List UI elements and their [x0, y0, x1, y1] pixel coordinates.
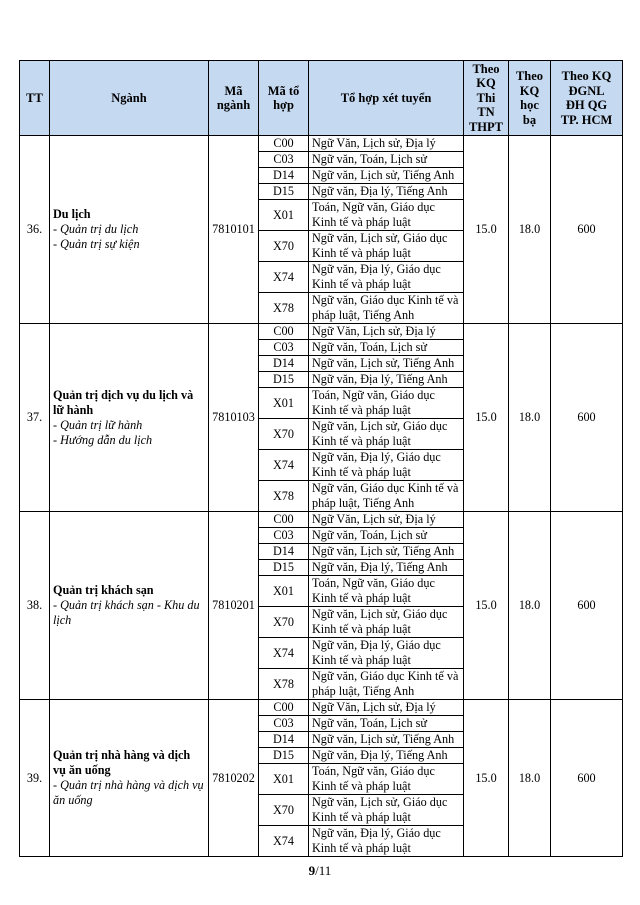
- combo-subjects: [309, 560, 464, 576]
- combo-subjects-line: Toán, Ngữ văn, Giáo dục: [312, 388, 435, 402]
- header-thpt: Theo KQ Thi TN THPT: [464, 61, 509, 136]
- major-name-line: Du lịch: [53, 207, 91, 221]
- major-code: [209, 700, 259, 857]
- combo-code: X70: [259, 607, 309, 638]
- combo-code: D15: [259, 184, 309, 200]
- combo-code: X74: [259, 450, 309, 481]
- row-number: [20, 700, 50, 857]
- combo-subjects-line: Kinh tế và pháp luật: [312, 622, 411, 636]
- combo-subjects-line: Ngữ văn, Địa lý, Giáo dục: [312, 826, 441, 840]
- combo-subjects-line: Kinh tế và pháp luật: [312, 653, 411, 667]
- major-code: [209, 324, 259, 512]
- combo-subjects: [309, 388, 464, 419]
- combo-subjects-line: Ngữ văn, Địa lý, Tiếng Anh: [312, 748, 448, 762]
- combo-subjects: [309, 152, 464, 168]
- page-number: 9/11: [308, 863, 332, 878]
- score-hoc-ba: [509, 700, 551, 857]
- score-thpt: [464, 512, 509, 700]
- combo-subjects: [309, 184, 464, 200]
- major-code-text: 7810201: [212, 598, 255, 612]
- header-dgnl: Theo KQ ĐGNL ĐH QG TP. HCM: [551, 61, 623, 136]
- combo-code: X78: [259, 669, 309, 700]
- combo-subjects-line: Kinh tế và pháp luật: [312, 779, 411, 793]
- table-row: [20, 136, 623, 152]
- score-thpt-text: 15.0: [475, 770, 497, 785]
- combo-code: D15: [259, 560, 309, 576]
- combo-subjects-line: Ngữ văn, Toán, Lịch sử: [312, 152, 428, 166]
- major-name: [53, 207, 205, 222]
- combo-code: D15: [259, 748, 309, 764]
- major-name-line: Quản trị dịch vụ du lịch và: [53, 387, 194, 402]
- score-thpt: [464, 324, 509, 512]
- combo-subjects: [309, 262, 464, 293]
- combo-subjects-line: Kinh tế và pháp luật: [312, 215, 411, 229]
- major-code: [209, 136, 259, 324]
- combo-code: C00: [259, 324, 309, 340]
- combo-subjects-line: Toán, Ngữ văn, Giáo dục: [312, 200, 435, 214]
- combo-subjects: [309, 700, 464, 716]
- header-hoc-ba: Theo KQ học bạ: [509, 61, 551, 136]
- combo-subjects-line: Kinh tế và pháp luật: [312, 277, 411, 291]
- combo-code: C03: [259, 716, 309, 732]
- combo-subjects: [309, 748, 464, 764]
- combo-subjects-line: Kinh tế và pháp luật: [312, 810, 411, 824]
- combo-code: X70: [259, 419, 309, 450]
- major-name-line: Quản trị khách sạn: [53, 583, 154, 597]
- combo-subjects-line: Ngữ văn, Giáo dục Kinh tế và: [312, 669, 459, 683]
- specialization: - Quản trị sự kiện: [53, 237, 140, 251]
- score-dgnl-text: 600: [577, 410, 596, 424]
- table-row: [20, 512, 623, 528]
- combo-subjects-line: Ngữ văn, Giáo dục Kinh tế và: [312, 481, 459, 495]
- combo-subjects-line: Ngữ Văn, Lịch sử, Địa lý: [312, 136, 436, 150]
- score-dgnl: [551, 700, 623, 857]
- combo-subjects-line: Ngữ văn, Lịch sử, Giáo dục: [312, 419, 448, 433]
- combo-code: D14: [259, 356, 309, 372]
- major-name-line: Quản trị nhà hàng và dịch: [53, 748, 191, 762]
- combo-subjects: [309, 764, 464, 795]
- combo-subjects: [309, 716, 464, 732]
- combo-code: X01: [259, 576, 309, 607]
- combo-code: D14: [259, 168, 309, 184]
- score-hoc-ba: [509, 512, 551, 700]
- score-thpt-text: 15.0: [475, 598, 497, 612]
- specialization: ăn uống: [53, 793, 93, 807]
- header-row: [20, 61, 623, 136]
- combo-code: X78: [259, 481, 309, 512]
- major-name-line: lữ hành: [53, 402, 94, 417]
- combo-subjects: [309, 293, 464, 324]
- row-number-text: 37.: [26, 410, 43, 424]
- row-number: [20, 136, 50, 324]
- specialization: - Quản trị khách sạn - Khu du: [53, 598, 200, 612]
- combo-subjects-line: Ngữ văn, Địa lý, Giáo dục: [312, 638, 441, 652]
- combo-subjects: [309, 324, 464, 340]
- score-dgnl-text: 600: [577, 222, 596, 236]
- major-cell: [50, 700, 209, 857]
- row-number-text: 39.: [26, 770, 43, 785]
- row-number: [20, 324, 50, 512]
- combo-subjects-line: Ngữ văn, Toán, Lịch sử: [312, 528, 428, 542]
- combo-code: D14: [259, 544, 309, 560]
- combo-subjects-line: Ngữ văn, Lịch sử, Tiếng Anh: [312, 732, 455, 746]
- combo-subjects-line: Ngữ văn, Lịch sử, Giáo dục: [312, 231, 448, 245]
- combo-subjects-line: Kinh tế và pháp luật: [312, 841, 411, 855]
- combo-subjects: [309, 340, 464, 356]
- combo-subjects-line: Ngữ văn, Địa lý, Tiếng Anh: [312, 184, 448, 198]
- combo-subjects-line: Ngữ văn, Địa lý, Tiếng Anh: [312, 372, 448, 386]
- combo-code: D15: [259, 372, 309, 388]
- combo-subjects-line: Kinh tế và pháp luật: [312, 246, 411, 260]
- score-hoc-ba-text: 18.0: [518, 770, 541, 785]
- combo-subjects: [309, 544, 464, 560]
- score-dgnl: [551, 512, 623, 700]
- combo-subjects-line: Toán, Ngữ văn, Giáo dục: [312, 576, 435, 590]
- combo-code: C00: [259, 512, 309, 528]
- combo-subjects-line: Kinh tế và pháp luật: [312, 403, 411, 417]
- combo-subjects-line: Ngữ văn, Giáo dục Kinh tế và: [312, 293, 459, 307]
- score-dgnl: [551, 324, 623, 512]
- combo-subjects: [309, 607, 464, 638]
- combo-subjects-line: pháp luật, Tiếng Anh: [312, 308, 415, 322]
- combo-code: C03: [259, 152, 309, 168]
- combo-subjects: [309, 826, 464, 857]
- combo-code: X01: [259, 388, 309, 419]
- header-nganh: Ngành: [50, 61, 209, 136]
- combo-subjects: [309, 168, 464, 184]
- row-number: [20, 512, 50, 700]
- combo-code: X74: [259, 826, 309, 857]
- combo-subjects-line: Ngữ Văn, Lịch sử, Địa lý: [312, 324, 436, 338]
- major-code-text: 7810101: [212, 222, 255, 236]
- score-thpt: [464, 136, 509, 324]
- combo-subjects-line: Ngữ văn, Địa lý, Giáo dục: [312, 262, 441, 276]
- combo-subjects: [309, 512, 464, 528]
- score-hoc-ba-text: 18.0: [518, 410, 541, 424]
- combo-subjects: [309, 356, 464, 372]
- score-dgnl-text: 600: [577, 770, 596, 785]
- combo-subjects: [309, 200, 464, 231]
- combo-subjects: [309, 638, 464, 669]
- combo-subjects: [309, 795, 464, 826]
- combo-subjects-line: Ngữ văn, Lịch sử, Tiếng Anh: [312, 356, 455, 370]
- combo-subjects-line: Ngữ Văn, Lịch sử, Địa lý: [312, 512, 436, 526]
- combo-subjects-line: Kinh tế và pháp luật: [312, 591, 411, 605]
- score-hoc-ba: [509, 324, 551, 512]
- combo-subjects: [309, 419, 464, 450]
- combo-subjects: [309, 231, 464, 262]
- specialization: - Hướng dẫn du lịch: [53, 432, 153, 447]
- major-name: [53, 583, 205, 598]
- major-name-line: vụ ăn uống: [53, 763, 111, 777]
- score-thpt: [464, 700, 509, 857]
- admission-table: [19, 60, 623, 857]
- major-code-text: 7810202: [212, 770, 255, 785]
- combo-code: X01: [259, 200, 309, 231]
- score-hoc-ba-text: 18.0: [518, 598, 541, 612]
- combo-subjects-line: Kinh tế và pháp luật: [312, 434, 411, 448]
- combo-subjects-line: Ngữ văn, Lịch sử, Giáo dục: [312, 607, 448, 621]
- combo-code: C00: [259, 136, 309, 152]
- combo-code: X70: [259, 231, 309, 262]
- row-number-text: 38.: [26, 598, 43, 612]
- combo-subjects-line: Ngữ văn, Địa lý, Giáo dục: [312, 450, 441, 464]
- combo-subjects-line: Ngữ văn, Lịch sử, Giáo dục: [312, 795, 448, 809]
- score-hoc-ba: [509, 136, 551, 324]
- combo-subjects-line: Toán, Ngữ văn, Giáo dục: [312, 764, 435, 778]
- row-number-text: 36.: [26, 222, 43, 236]
- combo-code: C03: [259, 528, 309, 544]
- combo-subjects: [309, 372, 464, 388]
- combo-code: C03: [259, 340, 309, 356]
- major-code: [209, 512, 259, 700]
- table-body: [20, 136, 623, 857]
- combo-subjects: [309, 136, 464, 152]
- combo-subjects: [309, 576, 464, 607]
- combo-subjects-line: pháp luật, Tiếng Anh: [312, 684, 415, 698]
- score-thpt-text: 15.0: [475, 410, 497, 424]
- major-cell: [50, 512, 209, 700]
- combo-subjects-line: Kinh tế và pháp luật: [312, 465, 411, 479]
- table-row: [20, 324, 623, 340]
- combo-subjects-line: Ngữ văn, Lịch sử, Tiếng Anh: [312, 168, 455, 182]
- combo-code: X74: [259, 262, 309, 293]
- major-cell: [50, 136, 209, 324]
- specialization: - Quản trị nhà hàng và dịch vụ: [53, 778, 204, 792]
- combo-subjects-line: Ngữ văn, Lịch sử, Tiếng Anh: [312, 544, 455, 558]
- combo-code: X74: [259, 638, 309, 669]
- header-tt: TT: [20, 61, 50, 136]
- header-to-hop: Tổ hợp xét tuyển: [309, 61, 464, 136]
- major-name: [53, 748, 205, 778]
- specialization: - Quản trị du lịch: [53, 222, 139, 236]
- combo-subjects-line: Ngữ văn, Toán, Lịch sử: [312, 340, 428, 354]
- score-dgnl-text: 600: [577, 598, 596, 612]
- major-code-text: 7810103: [212, 410, 255, 424]
- combo-subjects: [309, 732, 464, 748]
- header-ma-nganh: Mã ngành: [209, 61, 259, 136]
- combo-subjects-line: Ngữ văn, Toán, Lịch sử: [312, 716, 428, 730]
- score-dgnl: [551, 136, 623, 324]
- combo-subjects: [309, 528, 464, 544]
- major-name: [53, 388, 205, 418]
- combo-code: C00: [259, 700, 309, 716]
- major-cell: [50, 324, 209, 512]
- combo-code: X01: [259, 764, 309, 795]
- combo-code: X78: [259, 293, 309, 324]
- header-ma-to-hop: Mã tổ hợp: [259, 61, 309, 136]
- combo-subjects: [309, 481, 464, 512]
- score-thpt-text: 15.0: [475, 222, 497, 236]
- combo-subjects: [309, 669, 464, 700]
- combo-code: X70: [259, 795, 309, 826]
- combo-code: D14: [259, 732, 309, 748]
- specialization: lịch: [53, 613, 72, 627]
- score-hoc-ba-text: 18.0: [518, 222, 541, 236]
- combo-subjects-line: Ngữ Văn, Lịch sử, Địa lý: [312, 700, 436, 714]
- combo-subjects-line: Ngữ văn, Địa lý, Tiếng Anh: [312, 560, 448, 574]
- combo-subjects: [309, 450, 464, 481]
- table-row: [20, 700, 623, 716]
- specialization: - Quản trị lữ hành: [53, 417, 143, 432]
- combo-subjects-line: pháp luật, Tiếng Anh: [312, 496, 415, 510]
